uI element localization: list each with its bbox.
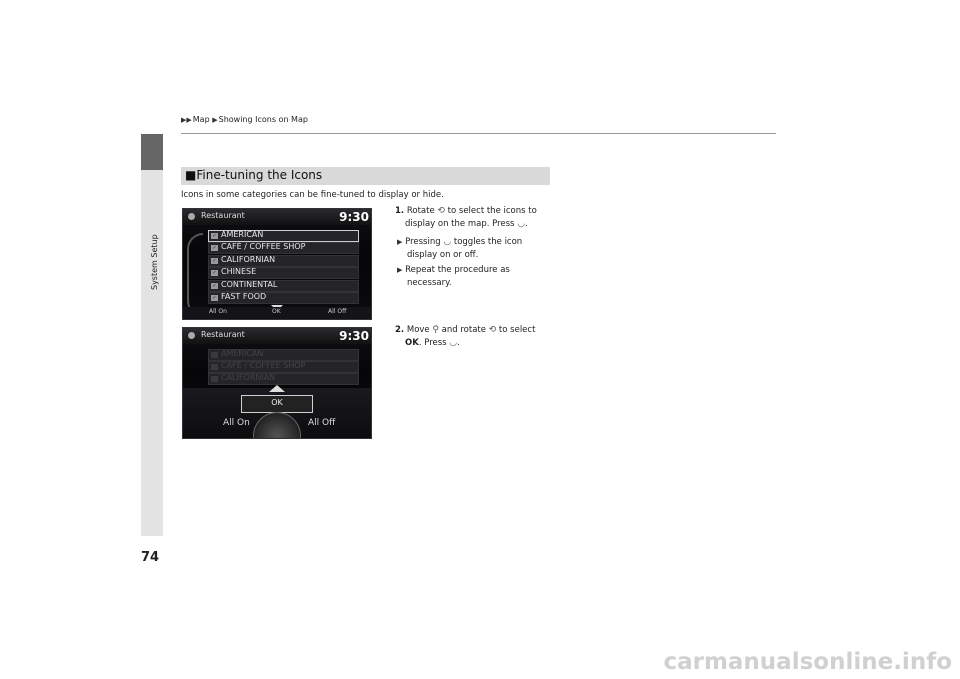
breadcrumb (181, 115, 308, 124)
list-item[interactable]: ✓ FAST FOOD (208, 292, 359, 304)
list-item[interactable]: ✓ AMERICAN (208, 230, 359, 242)
scroll-arc (187, 233, 203, 317)
ok-button[interactable]: OK (241, 395, 313, 413)
all-on-button[interactable]: All On (209, 308, 227, 315)
checkbox-icon (211, 352, 218, 358)
nav-screen-icon-list (182, 208, 372, 320)
section-heading (181, 167, 550, 185)
clock: 9:30 (339, 210, 369, 224)
step-text: to select the icons to (447, 206, 537, 216)
checkbox-icon: ✓ (212, 270, 217, 276)
bullet-text: display on or off. (407, 249, 479, 260)
step-text: . Press (418, 337, 447, 348)
list-item[interactable]: ✓ CONTINENTAL (208, 280, 359, 292)
list-item[interactable]: ✓ CHINESE (208, 267, 359, 279)
watermark: carmanualsonline.info (663, 649, 952, 675)
list-item: CAFÉ / COFFEE SHOP (208, 361, 359, 373)
step-1-bullet (397, 264, 510, 289)
breadcrumb-item-current: Showing Icons on Map (218, 115, 308, 124)
header-divider (181, 133, 776, 134)
interface-dial-press-icon: ◡ (517, 218, 526, 229)
interface-dial-rotate-icon: ⟲ (437, 206, 445, 216)
all-off-button[interactable]: All Off (308, 418, 336, 428)
triangle-bullet-icon: ▶ (397, 238, 403, 246)
ok-button[interactable]: OK (272, 308, 281, 315)
step-text: . (457, 337, 460, 348)
clock: 9:30 (339, 329, 369, 343)
chapter-label: System Setup (150, 234, 159, 290)
list-item[interactable]: ✓ CAFÉ / COFFEE SHOP (208, 242, 359, 254)
step-text: Move (406, 325, 430, 335)
step-2 (395, 324, 535, 349)
screen-header (183, 209, 371, 225)
all-on-button[interactable]: All On (223, 418, 250, 428)
checkbox-icon: ✓ (212, 245, 217, 251)
checkbox-icon: ✓ (212, 295, 217, 301)
step-1 (395, 205, 537, 230)
interface-dial-move-icon: ⚲ (432, 325, 439, 335)
menu-dot-icon (188, 213, 195, 220)
list-item: CALIFORNIAN (208, 373, 359, 385)
list-item[interactable]: ✓ CALIFORNIAN (208, 255, 359, 267)
scroll-up-icon[interactable] (269, 385, 285, 392)
checkbox-icon: ✓ (212, 233, 217, 239)
interface-dial-press-icon: ◡ (449, 337, 458, 348)
list-item: AMERICAN (208, 349, 359, 361)
bullet-text: Pressing (405, 237, 441, 247)
screen-title: Restaurant (201, 330, 245, 339)
interface-dial-press-icon: ◡ (443, 237, 452, 247)
checkbox-icon (211, 364, 218, 370)
step-text: display on the map. Press (405, 218, 515, 229)
intro-text: Icons in some categories can be fine-tuned to display or hide. (181, 190, 444, 200)
chapter-tab (141, 134, 163, 536)
section-title: Fine-tuning the Icons (196, 168, 323, 182)
ok-label: OK (405, 337, 419, 348)
screen-footer (183, 307, 371, 319)
triangle-bullet-icon: ▶ (397, 266, 403, 274)
step-number: 1. (395, 206, 405, 216)
chapter-tab-marker (141, 134, 163, 170)
screen-title: Restaurant (201, 211, 245, 220)
step-text: to select (498, 325, 536, 335)
step-text: and rotate (441, 325, 486, 335)
checkbox-icon: ✓ (212, 258, 217, 264)
menu-dot-icon (188, 332, 195, 339)
all-off-button[interactable]: All Off (328, 308, 347, 315)
triangle-bullet-icon: ▶▶ (181, 116, 192, 124)
nav-screen-ok-select (182, 327, 372, 439)
page-number: 74 (141, 550, 160, 565)
bullet-text: necessary. (407, 277, 452, 288)
step-number: 2. (395, 325, 405, 335)
step-1-bullet (397, 236, 522, 261)
screen-header (183, 328, 371, 344)
bullet-text: toggles the icon (453, 237, 523, 247)
step-text: Rotate (406, 206, 435, 216)
checkbox-icon (211, 376, 218, 382)
interface-dial-rotate-icon: ⟲ (488, 325, 497, 335)
triangle-bullet-icon: ▶ (212, 116, 218, 124)
square-marker-icon: ■ (185, 168, 197, 182)
bullet-text: Repeat the procedure as (405, 265, 510, 275)
step-text: . (525, 218, 528, 229)
checkbox-icon: ✓ (212, 283, 217, 289)
breadcrumb-item-map[interactable]: Map (192, 115, 210, 124)
